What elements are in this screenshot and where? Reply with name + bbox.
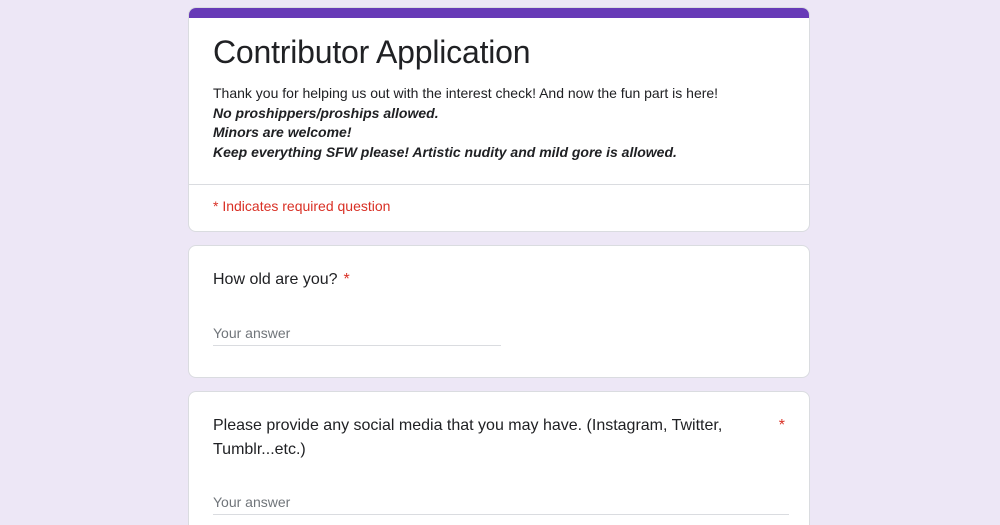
required-asterisk: *	[778, 417, 785, 434]
question-title-social-media: Please provide any social media that you may have. (Instagram, Twitter, Tumblr...etc.)	[213, 417, 723, 458]
question-card-age	[188, 245, 810, 378]
description-line-rule-3: Keep everything SFW please! Artistic nudity and mild gore is allowed.	[213, 143, 677, 160]
question-card-social-media	[188, 391, 810, 525]
required-asterisk: *	[343, 271, 350, 288]
description-line-rule-2: Minors are welcome!	[213, 124, 352, 140]
social-media-answer-input[interactable]	[213, 493, 789, 515]
form-header-card	[188, 7, 810, 232]
description-line-rule-1: No proshippers/proships allowed.	[213, 104, 439, 121]
description-line-intro: Thank you for helping us out with the interest check! And now the fun part is here!	[213, 85, 719, 101]
required-question-note: * Indicates required question	[213, 198, 391, 214]
header-divider	[189, 184, 809, 185]
form-title: Contributor Application	[213, 34, 531, 70]
form-description	[213, 84, 793, 162]
form-accent-bar	[189, 8, 809, 18]
question-title-age	[213, 268, 350, 292]
question-label-age: How old are you?	[213, 271, 338, 288]
age-answer-input[interactable]	[213, 324, 501, 346]
